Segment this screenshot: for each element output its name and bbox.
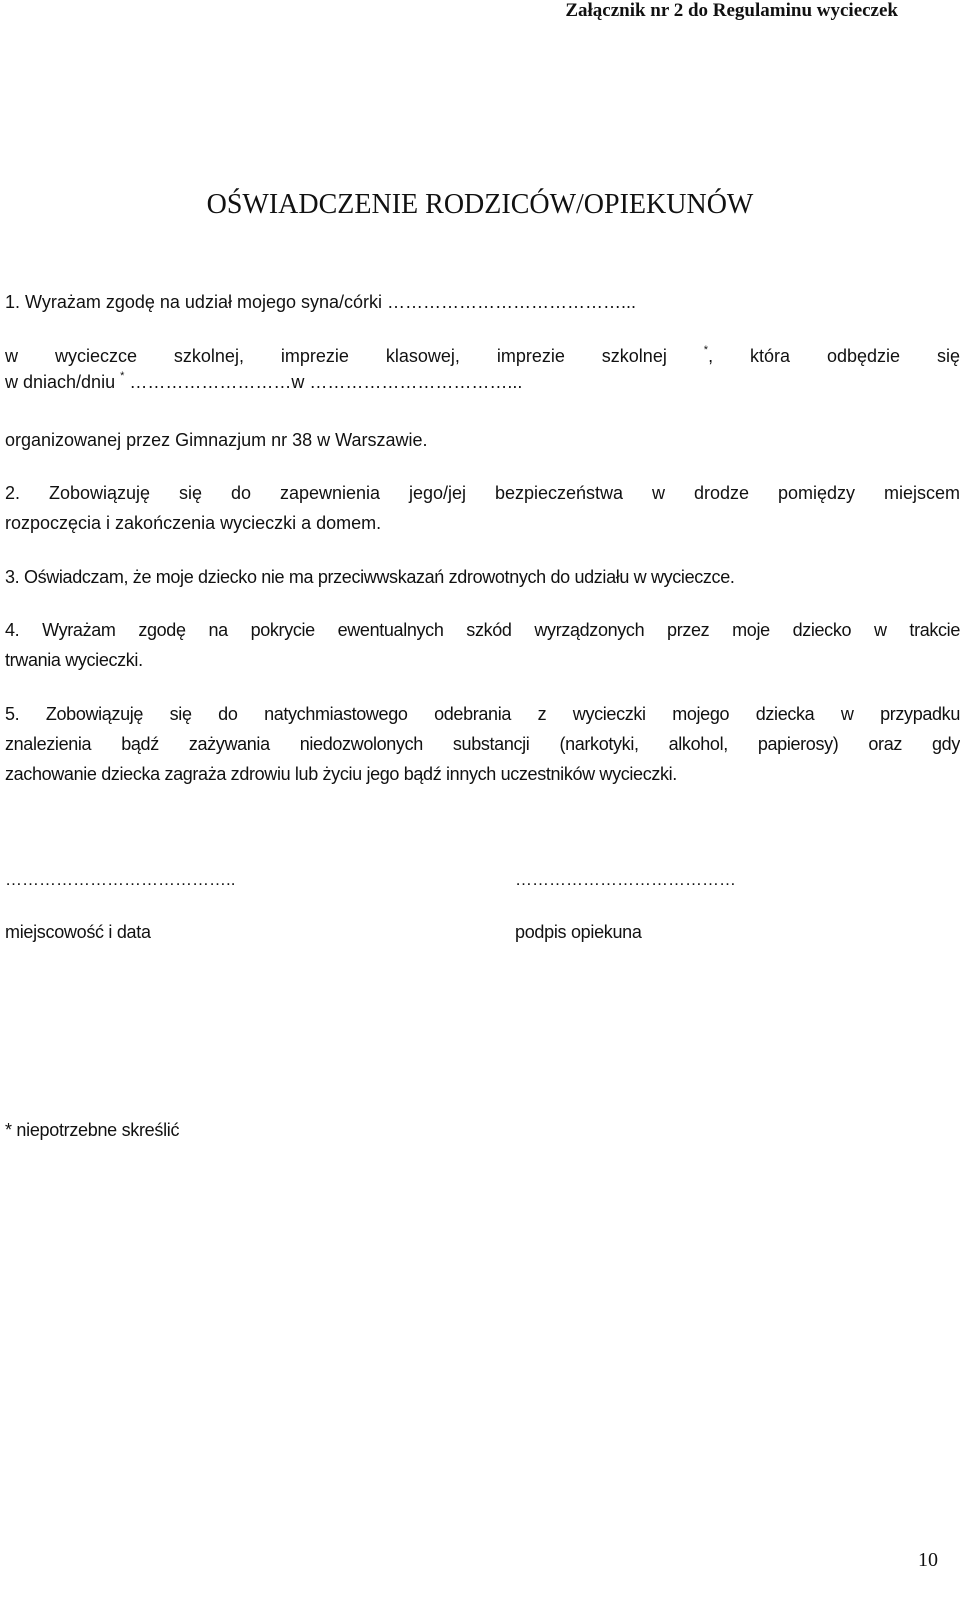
place-date-label: miejscowość i data xyxy=(5,922,151,942)
item-1-continued xyxy=(5,341,960,397)
item-4-line-2: trwania wycieczki. xyxy=(5,650,143,670)
item-2 xyxy=(5,478,960,538)
item-1-line-3 xyxy=(5,367,960,397)
place-date-field: ………………………………….. xyxy=(5,870,236,889)
item-5 xyxy=(5,699,960,789)
item-2-line-1: 2. Zobowiązuję się do zapewnienia jego/jej bezpieczeństwa w drodze pomiędzy miejscem xyxy=(5,483,960,503)
page-number: 10 xyxy=(918,1549,938,1571)
item-4 xyxy=(5,615,960,675)
annex-header: Załącznik nr 2 do Regulaminu wycieczek xyxy=(565,0,898,21)
item-1-line-3-tail: ………………………w ……………………………... xyxy=(124,372,523,392)
footnote-marker: * xyxy=(120,370,125,382)
item-1-line-3-prefix: w dniach/dniu xyxy=(5,372,116,392)
item-5-line-2: znalezienia bądź zażywania niedozwolonych substancji (narkotyki, alkohol, papierosy) oraz gdy xyxy=(5,734,960,754)
item-1 xyxy=(5,287,960,317)
item-4-line-1: 4. Wyrażam zgodę na pokrycie ewentualnych szkód wyrządzonych przez moje dziecko w trakcie xyxy=(5,620,960,640)
item-1-organizer xyxy=(5,425,960,455)
item-3-line-1: 3. Oświadczam, że moje dziecko nie ma przeciwwskazań zdrowotnych do udziału w wycieczce. xyxy=(5,567,735,587)
document-title: OŚWIADCZENIE RODZICÓW/OPIEKUNÓW xyxy=(206,189,754,220)
item-1-line-2-tail: , która odbędzie się xyxy=(708,346,960,366)
item-1-line-4: organizowanej przez Gimnazjum nr 38 w Warszawie. xyxy=(5,430,428,450)
item-5-line-3: zachowanie dziecka zagraża zdrowiu lub życiu jego bądź innych uczestników wycieczki. xyxy=(5,764,677,784)
guardian-signature-field: ………………………………… xyxy=(515,870,736,889)
item-5-line-1: 5. Zobowiązuję się do natychmiastowego odebrania z wycieczki mojego dziecka w przypadku xyxy=(5,704,960,724)
footnote-marker: * xyxy=(703,344,709,356)
guardian-signature-label: podpis opiekuna xyxy=(515,922,642,942)
footnote: * niepotrzebne skreślić xyxy=(5,1120,180,1140)
item-1-line-1: 1. Wyrażam zgodę na udział mojego syna/córki …………………………………... xyxy=(5,292,637,312)
item-3 xyxy=(5,562,960,592)
item-1-line-2-text: w wycieczce szkolnej, imprezie klasowej, imprezie szkolnej xyxy=(5,346,667,366)
item-2-line-2: rozpoczęcia i zakończenia wycieczki a domem. xyxy=(5,513,382,533)
